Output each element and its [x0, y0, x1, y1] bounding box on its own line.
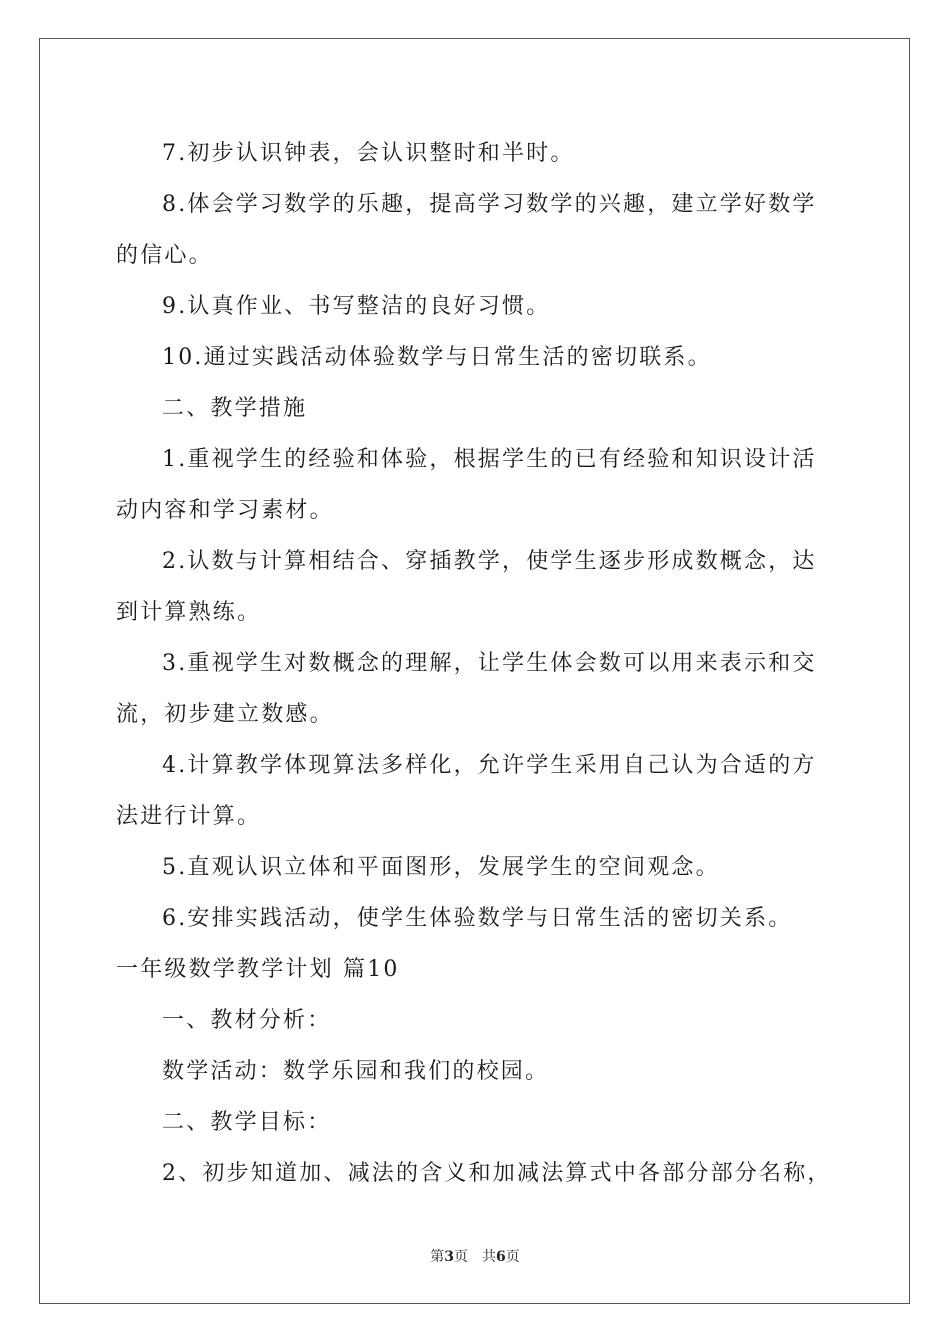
- measure-item-5: 5.直观认识立体和平面图形，发展学生的空间观念。: [162, 855, 720, 880]
- paragraph-item-9: 9.认真作业、书写整洁的良好习惯。: [162, 294, 551, 319]
- measure-item-1: 1.重视学生的经验和体验，根据学生的已有经验和知识设计活动内容和学习素材。: [116, 447, 817, 523]
- measure-item-4: 4.计算教学体现算法多样化，允许学生采用自己认为合适的方法进行计算。: [116, 753, 817, 829]
- page-prefix: 第: [430, 1249, 445, 1265]
- section-heading-material-analysis: 一、教材分析：: [162, 1008, 332, 1033]
- section-heading-teaching-measures: 二、教学措施: [162, 396, 308, 421]
- measure-item-3: 3.重视学生对数概念的理解，让学生体会数可以用来表示和交流，初步建立数感。: [116, 651, 817, 727]
- total-prefix: 共: [482, 1249, 496, 1265]
- paragraph-item-7: 7.初步认识钟表，会认识整时和半时。: [162, 141, 575, 166]
- total-pages: 6: [496, 1249, 506, 1265]
- article-title: 一年级数学教学计划 篇10: [116, 957, 400, 982]
- measure-item-2: 2.认数与计算相结合、穿插教学，使学生逐步形成数概念，达到计算熟练。: [116, 549, 817, 625]
- goal-item-2: 2、初步知道加、减法的含义和加减法算式中各部分部分名称，: [162, 1161, 832, 1186]
- page-footer: [0, 1246, 950, 1266]
- page-suffix: 页: [454, 1249, 468, 1265]
- total-suffix: 页: [505, 1249, 520, 1265]
- measure-item-6: 6.安排实践活动，使学生体验数学与日常生活的密切关系。: [162, 906, 793, 931]
- document-body: [116, 128, 836, 1199]
- page-number: 3: [444, 1249, 454, 1265]
- section-heading-teaching-goals: 二、教学目标：: [162, 1110, 332, 1135]
- paragraph-item-8: 8.体会学习数学的乐趣，提高学习数学的兴趣，建立学好数学的信心。: [116, 192, 817, 268]
- material-analysis-text: 数学活动：数学乐园和我们的校园。: [162, 1059, 550, 1084]
- paragraph-item-10: 10.通过实践活动体验数学与日常生活的密切联系。: [162, 345, 712, 370]
